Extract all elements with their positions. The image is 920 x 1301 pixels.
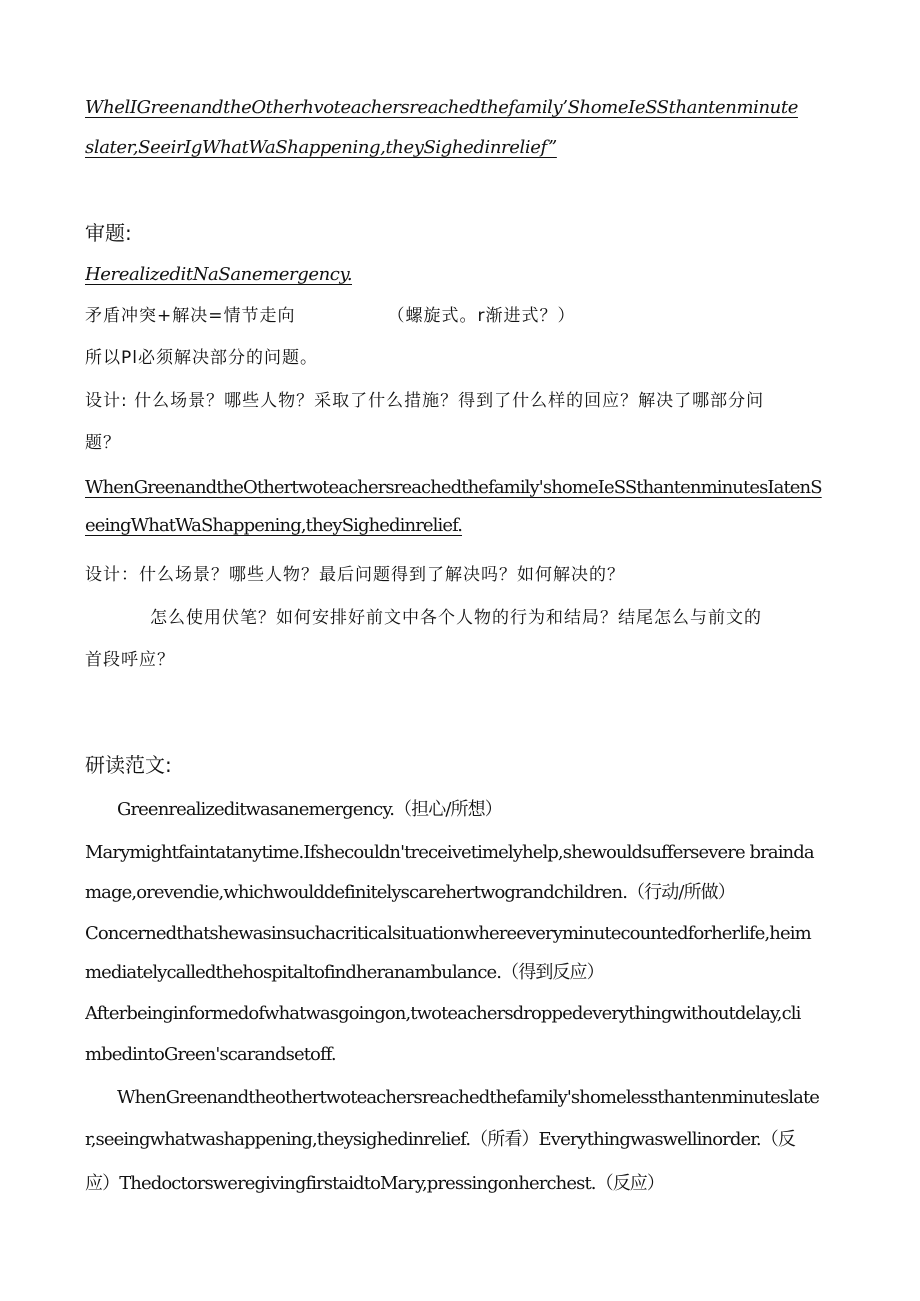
design-3-line-1: 怎么使用伏笔？如何安排好前文中各个人物的行为和结局？结尾怎么与前文的: [150, 608, 762, 628]
conflict-line: [85, 303, 845, 329]
sample-line: mage,orevendie,whichwoulddefinitelyscarehertwograndchildren.（行动/所做）: [85, 882, 735, 903]
p2-line-2: eeingWhatWaShappening,theySighedinrelief.: [85, 515, 463, 536]
sample-line: 应）ThedoctorsweregivingfirstaidtoMary,pressingonherchest.（反应）: [85, 1173, 665, 1194]
sample-line: mediatelycalledthehospitaltofindheranambulance.（得到反应）: [85, 962, 604, 983]
sample-line: Concernedthatshewasinsuchacriticalsituationwhereeveryminutecountedforherlife,heim: [85, 923, 811, 944]
sample-line: r,seeingwhatwashappening,theysighedinrelief.（所看）Everythingwaswellinorder.（反: [85, 1129, 795, 1150]
sample-line: Greenrealizeditwasanemergency.（担心/所想）: [117, 799, 502, 820]
review-heading: 审题:: [85, 221, 132, 245]
sample-line: Marymightfaintatanytime.Ifshecouldn'treceivetimelyhelp,shewouldsuffersevere braindа: [85, 842, 814, 863]
design-1-line-2: 题？: [85, 433, 121, 453]
design-3-line-2: 首段呼应？: [85, 650, 175, 670]
intro-line-2: slater,SeeirIgWhatWaShappening,theySighedinrelief”: [85, 137, 557, 158]
sample-line: Afterbeinginformedofwhatwasgoingon,twoteachersdroppedeverythingwithoutdelay,cli: [85, 1003, 801, 1024]
design-2: 设计：什么场景？哪些人物？最后问题得到了解决吗？如何解决的？: [85, 565, 625, 585]
spiral-note: （螺旋式。r渐进式？）: [387, 306, 576, 326]
p1-note: 所以Pl必须解决部分的问题。: [85, 348, 318, 368]
plot-line: HerealizeditNaSanemergency.: [85, 264, 353, 285]
design-1-line-1: 设计: 什么场景？哪些人物？采取了什么措施？得到了什么样的回应？解决了哪部分问: [85, 391, 765, 411]
sample-line: mbedintoGreen'scarandsetoff.: [85, 1044, 336, 1065]
sample-heading: 研读范文:: [85, 753, 172, 777]
intro-line-1: WhelIGreenandtheOtherhvoteachersreachedthefamily’ShomeIeSSthantenminute: [85, 97, 798, 118]
p2-line-1: WhenGreenandtheOthertwoteachersreachedthefamily'shomeIeSSthantenminutesIatenS: [85, 477, 822, 498]
conflict-text: 矛盾冲突+解决=情节走向: [85, 306, 296, 326]
sample-line: WhenGreenandtheothertwoteachersreachedthefamily'shomelessthantenminuteslate: [117, 1087, 820, 1108]
